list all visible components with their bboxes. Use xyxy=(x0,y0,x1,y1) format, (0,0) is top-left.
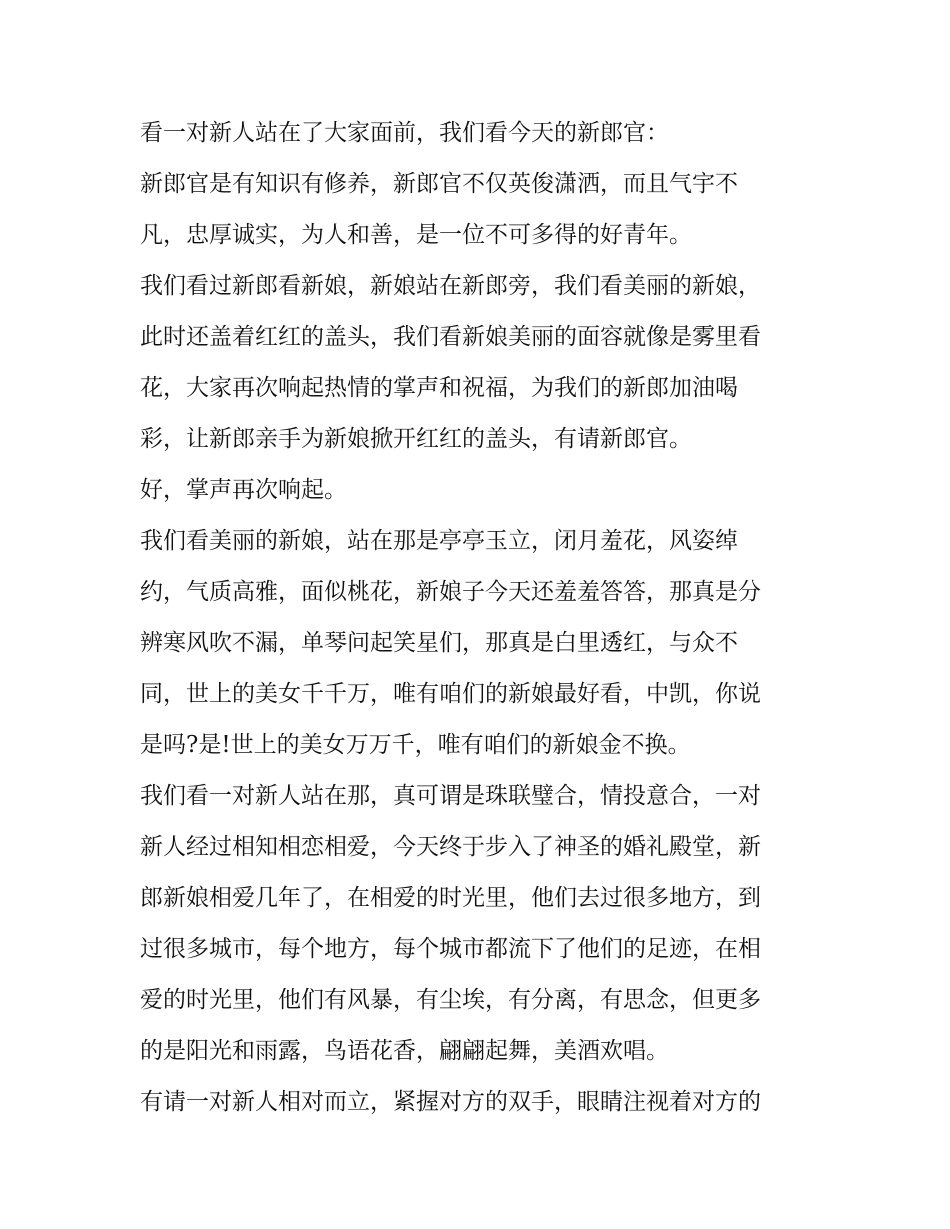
text-line: 凡，忠厚诚实，为人和善，是一位不可多得的好青年。 xyxy=(140,222,692,248)
document-body xyxy=(140,108,812,1128)
text-line: 新郎官是有知识有修养，新郎官不仅英俊潇洒，而且气宇不 xyxy=(140,171,738,197)
text-line: 好，掌声再次响起。 xyxy=(140,477,347,503)
text-line: 是吗?是!世上的美女万万千，唯有咱们的新娘金不换。 xyxy=(140,732,691,758)
text-line: 郎新娘相爱几年了，在相爱的时光里，他们去过很多地方，到 xyxy=(140,885,761,911)
text-line: 爱的时光里，他们有风暴，有尘埃，有分离，有思念，但更多 xyxy=(140,987,761,1013)
text-line: 花，大家再次响起热情的掌声和祝福，为我们的新郎加油喝 xyxy=(140,375,738,401)
text-line: 看一对新人站在了大家面前，我们看今天的新郎官： xyxy=(140,120,669,146)
text-line: 的是阳光和雨露，鸟语花香，翩翩起舞，美酒欢唱。 xyxy=(140,1038,669,1064)
text-line: 我们看过新郎看新娘，新娘站在新郎旁，我们看美丽的新娘， xyxy=(140,273,761,299)
text-line: 约，气质高雅，面似桃花，新娘子今天还羞羞答答，那真是分 xyxy=(140,579,761,605)
text-line: 我们看美丽的新娘，站在那是亭亭玉立，闭月羞花，风姿绰 xyxy=(140,528,738,554)
text-line: 同，世上的美女千千万，唯有咱们的新娘最好看，中凯，你说 xyxy=(140,681,761,707)
text-line: 彩，让新郎亲手为新娘掀开红红的盖头，有请新郎官。 xyxy=(140,426,692,452)
text-line: 辨寒风吹不漏，单琴问起笑星们，那真是白里透红，与众不 xyxy=(140,630,738,656)
text-line: 我们看一对新人站在那，真可谓是珠联璧合，情投意合，一对 xyxy=(140,783,761,809)
text-line: 过很多城市，每个地方，每个城市都流下了他们的足迹，在相 xyxy=(140,936,761,962)
text-line: 新人经过相知相恋相爱，今天终于步入了神圣的婚礼殿堂，新 xyxy=(140,834,761,860)
text-line: 有请一对新人相对而立，紧握对方的双手，眼睛注视着对方的 xyxy=(140,1089,761,1115)
text-line: 此时还盖着红红的盖头，我们看新娘美丽的面容就像是雾里看 xyxy=(140,324,761,350)
